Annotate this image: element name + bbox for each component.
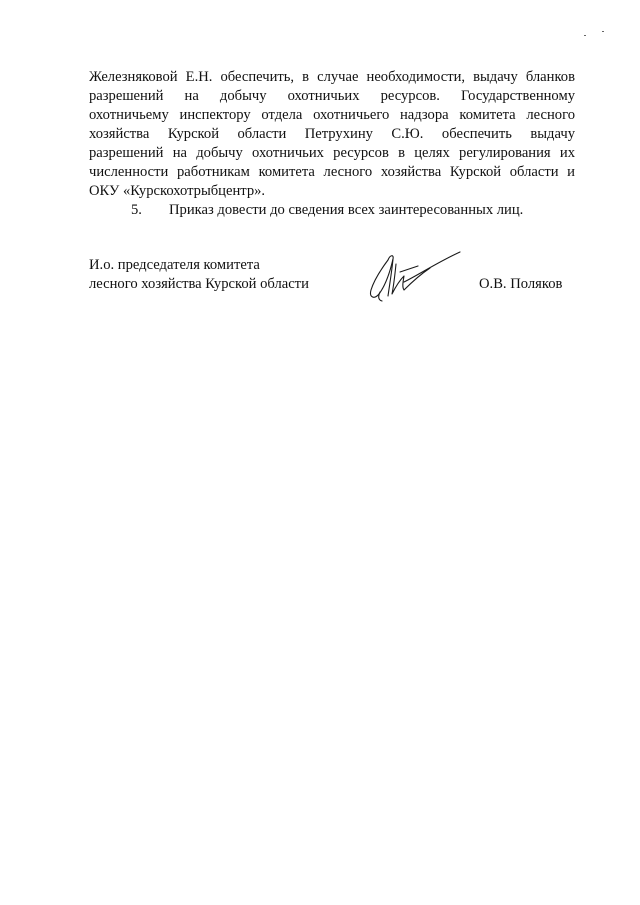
- paragraph-line: численности работникам комитета лесного хозяйства Курской области и: [89, 164, 575, 180]
- handwritten-signature: [360, 246, 470, 304]
- paragraph-line: ОКУ «Курскохотрыбцентр».: [89, 183, 266, 199]
- paragraph-line: охотничьему инспектору отдела охотничьего надзора комитета лесного: [89, 107, 575, 123]
- order-item-5: [89, 201, 575, 220]
- paragraph-line: разрешений на добычу охотничьих ресурсов. Государственному: [89, 88, 575, 104]
- paragraph-line: хозяйства Курской области Петрухину С.Ю. обеспечить выдачу: [89, 126, 575, 142]
- item-number: 5.: [131, 202, 142, 218]
- signatory-title: [89, 256, 309, 294]
- order-text: [89, 68, 575, 220]
- signatory-name: О.В. Поляков: [479, 276, 563, 292]
- scan-artifact: [584, 35, 586, 36]
- item-text: Приказ довести до сведения всех заинтересованных лиц.: [169, 202, 524, 218]
- signatory-title-line: лесного хозяйства Курской области: [89, 276, 309, 292]
- paragraph-line: разрешений на добычу охотничьих ресурсов в целях регулирования их: [89, 145, 575, 161]
- paragraph-line: Железняковой Е.Н. обеспечить, в случае необходимости, выдачу бланков: [89, 69, 575, 85]
- signatory-title-line: И.о. председателя комитета: [89, 257, 260, 273]
- scan-artifact: [602, 31, 604, 32]
